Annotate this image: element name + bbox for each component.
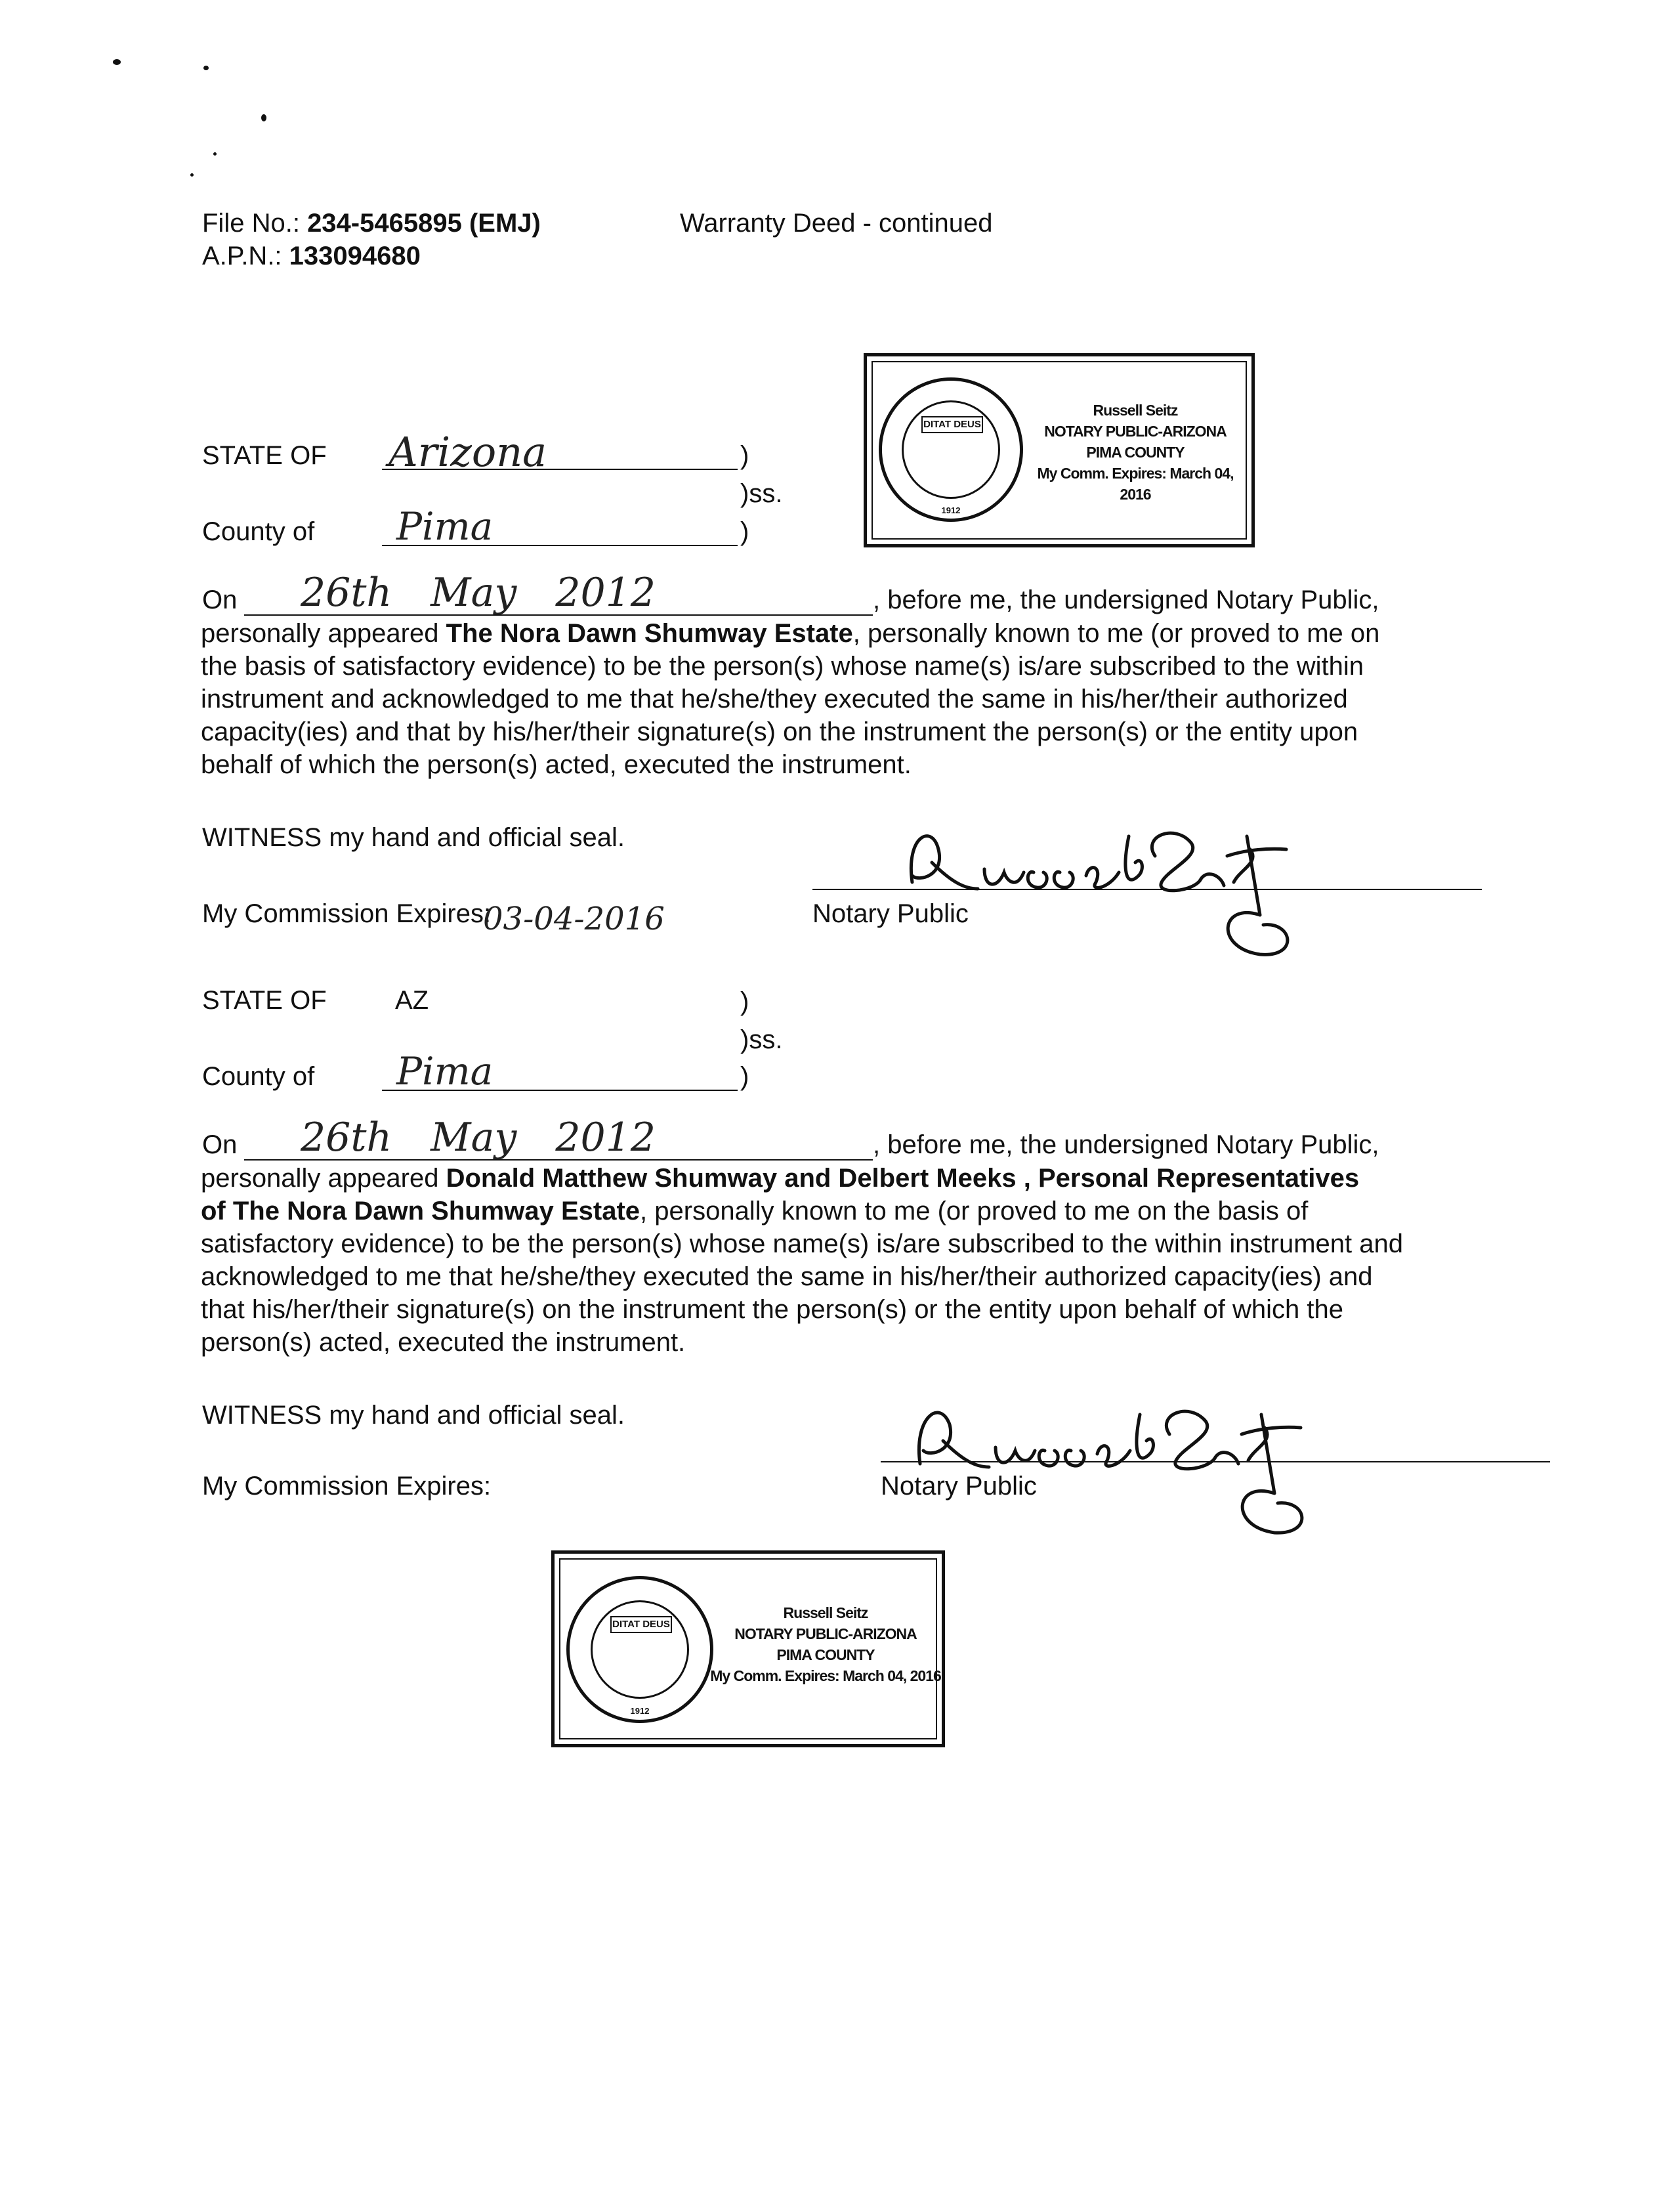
paragraph-text: behalf of which the person(s) acted, executed the instrument. [201, 750, 912, 779]
paren: ) [740, 1062, 749, 1091]
county-label: County of [202, 517, 315, 546]
state-value: Arizona [388, 428, 547, 476]
state-seal-icon [879, 377, 1023, 522]
paren: ) [740, 441, 749, 470]
paragraph-text: acknowledged to me that he/she/they executed the same in his/her/their authorized capacity(ies) and [201, 1262, 1373, 1291]
notary-title: NOTARY PUBLIC-ARIZONA [734, 1625, 917, 1642]
county-underline [382, 545, 738, 546]
seal-year: 1912 [941, 505, 961, 515]
notary-name: Russell Seitz [783, 1604, 868, 1621]
notary-signature-2 [900, 1378, 1360, 1536]
signature-line [881, 1461, 1550, 1462]
date-underline [244, 614, 873, 616]
notary-stamp-text [709, 1602, 942, 1686]
paragraph-text: person(s) acted, executed the instrument. [201, 1328, 686, 1357]
ss-marker: )ss. [740, 1025, 783, 1054]
commission-expires-label: My Commission Expires: [202, 1472, 492, 1501]
document-title: Warranty Deed - continued [680, 209, 993, 238]
state-label: STATE OF [202, 986, 327, 1015]
paragraph-text: , personally known to me (or proved to me on [852, 619, 1380, 648]
apn-value: 133094680 [289, 242, 421, 270]
date-underline [244, 1159, 873, 1161]
scan-speck [203, 66, 209, 70]
paragraph-text: personally appeared [201, 1164, 446, 1193]
date-value: 26th May 2012 [301, 570, 656, 616]
paragraph-text: , personally known to me (or proved to me on the basis of [640, 1197, 1309, 1225]
state-seal-icon [566, 1576, 713, 1723]
paragraph-text: satisfactory evidence) to be the person(s) whose name(s) is/are subscribed to the within instrument and [201, 1229, 1403, 1258]
scan-speck [113, 59, 121, 65]
state-label: STATE OF [202, 441, 327, 470]
notary-expires: My Comm. Expires: March 04, 2016 [710, 1667, 941, 1684]
file-number-label: File No.: [202, 209, 300, 238]
commission-expires-label: My Commission Expires: [202, 899, 492, 928]
apn-line [202, 242, 421, 271]
on-label: On [202, 586, 238, 614]
county-value: Pima [396, 504, 494, 549]
commission-expires-value: 03-04-2016 [483, 901, 665, 937]
date-value: 26th May 2012 [301, 1115, 656, 1161]
seal-motto: DITAT DEUS [610, 1616, 672, 1633]
representatives-names: Donald Matthew Shumway and Delbert Meeks , Personal Representatives [446, 1164, 1360, 1193]
paren: ) [740, 517, 749, 546]
notary-stamp [864, 353, 1255, 547]
notary-expires: My Comm. Expires: March 04, 2016 [1037, 465, 1234, 503]
grantor-name: The Nora Dawn Shumway Estate [446, 619, 853, 648]
scan-speck [213, 152, 217, 156]
acknowledgment-paragraph [201, 1162, 1403, 1359]
paragraph-text: that his/her/their signature(s) on the instrument the person(s) or the entity upon behalf of which the [201, 1295, 1343, 1324]
notary-title: NOTARY PUBLIC-ARIZONA [1044, 423, 1227, 440]
county-value: Pima [396, 1049, 494, 1094]
before-me-text: , before me, the undersigned Notary Public, [873, 1130, 1379, 1159]
paren: ) [740, 987, 749, 1016]
county-label: County of [202, 1062, 315, 1091]
signature-line [812, 889, 1482, 890]
on-label: On [202, 1130, 238, 1159]
ss-marker: )ss. [740, 479, 783, 508]
paragraph-text: personally appeared [201, 619, 446, 648]
acknowledgment-paragraph [201, 617, 1379, 781]
witness-text: WITNESS my hand and official seal. [202, 823, 625, 852]
notary-stamp-text [1020, 400, 1250, 505]
witness-text: WITNESS my hand and official seal. [202, 1401, 625, 1430]
scan-speck [190, 173, 194, 177]
seal-year: 1912 [630, 1706, 650, 1716]
notary-public-label: Notary Public [812, 899, 969, 928]
notary-name: Russell Seitz [1093, 402, 1178, 419]
seal-motto: DITAT DEUS [921, 416, 983, 433]
state-value: AZ [395, 986, 429, 1015]
notary-public-label: Notary Public [881, 1472, 1037, 1501]
paragraph-text: the basis of satisfactory evidence) to be the person(s) whose name(s) is/are subscribed to the within [201, 652, 1364, 681]
state-underline [382, 469, 738, 470]
file-number-line [202, 209, 541, 238]
estate-name: of The Nora Dawn Shumway Estate [201, 1197, 640, 1225]
file-number-value: 234-5465895 (EMJ) [307, 209, 541, 238]
notary-county: PIMA COUNTY [776, 1646, 875, 1663]
before-me-text: , before me, the undersigned Notary Public, [873, 586, 1379, 614]
scan-speck [261, 114, 266, 121]
county-underline [382, 1090, 738, 1091]
notary-county: PIMA COUNTY [1086, 444, 1185, 461]
paragraph-text: instrument and acknowledged to me that he/she/they executed the same in his/her/their authorized [201, 685, 1348, 714]
paragraph-text: capacity(ies) and that by his/her/their signature(s) on the instrument the person(s) or the entity upon [201, 717, 1358, 746]
apn-label: A.P.N.: [202, 242, 282, 270]
notary-stamp [551, 1550, 945, 1747]
